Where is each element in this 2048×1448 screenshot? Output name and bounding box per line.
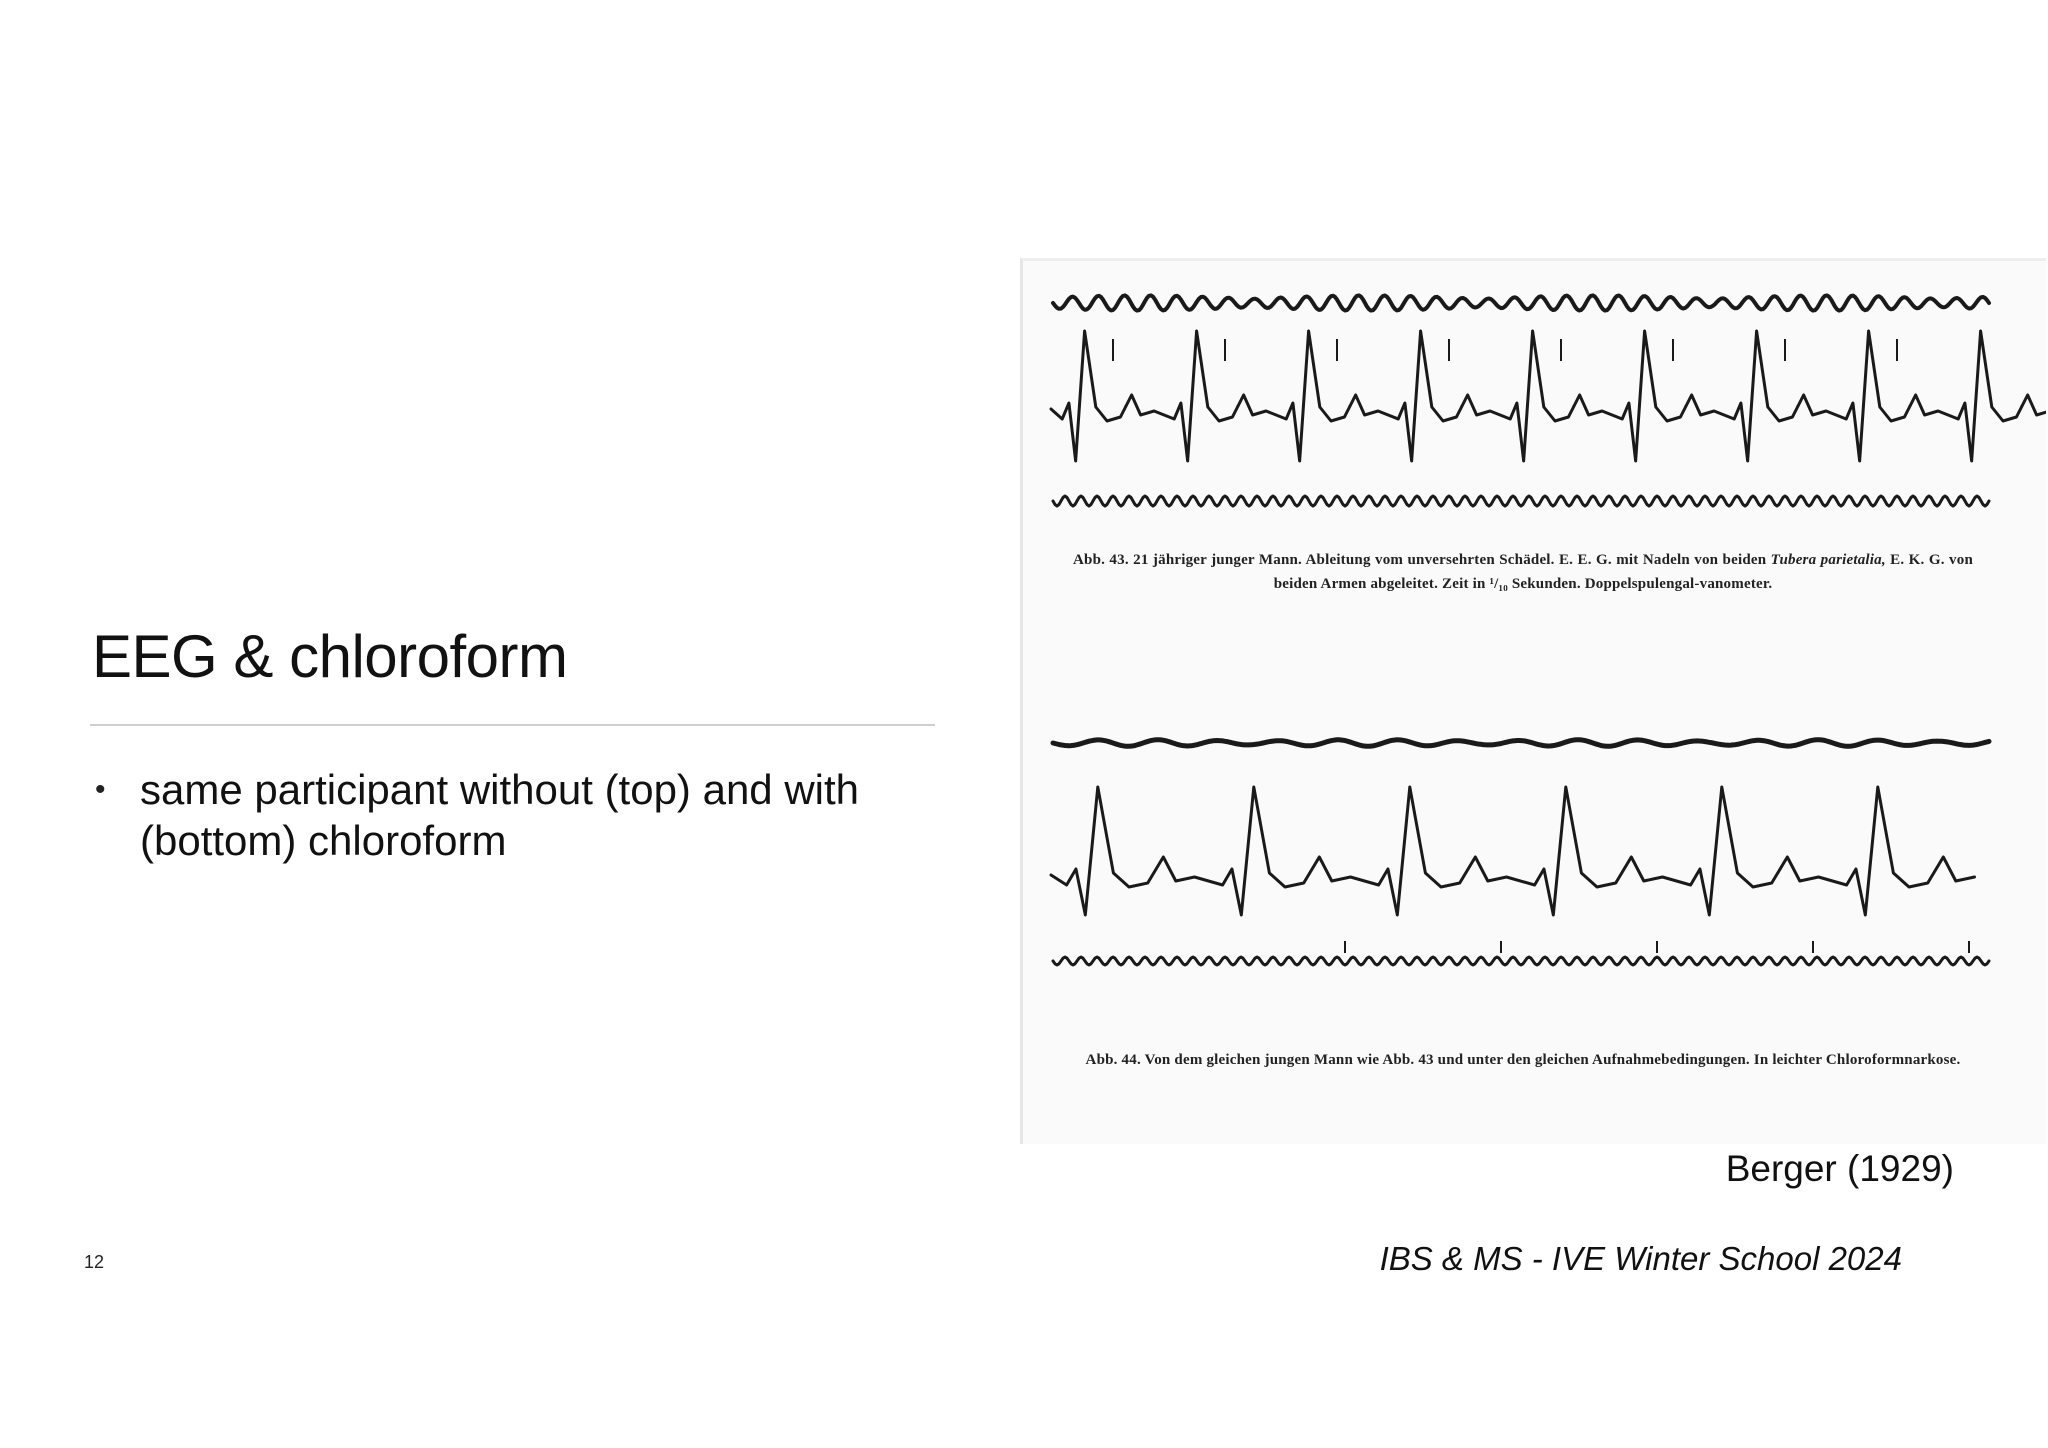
bullet-list [92, 764, 952, 866]
title-divider [90, 724, 935, 726]
figure-caption-43 [1073, 548, 1973, 596]
slide-title: EEG & chloroform [92, 623, 568, 690]
caption-43-italic: Tubera parietalia, [1770, 552, 1886, 568]
bullet-marker: • [95, 773, 106, 806]
eeg-figure-image [1020, 258, 2046, 1144]
eeg-trace-44 [1053, 740, 1989, 747]
eeg-trace-43 [1053, 295, 1989, 310]
footer-text: IBS & MS - IVE Winter School 2024 [1379, 1240, 1902, 1277]
time-trace-44 [1053, 957, 1989, 965]
bullet-text: same participant without (top) and with (bottom) chloroform [140, 766, 860, 864]
ecg-trace-44 [1051, 787, 1975, 915]
time-trace-43 [1053, 496, 1989, 506]
caption-43-line2: E. K. G. von beiden Armen abgeleitet. Zeit in ¹/₁₀ Sekunden. Doppelspulengal-vanometer. [1273, 552, 1973, 592]
caption-43-line1: Abb. 43. 21 jähriger junger Mann. Ableitung vom unversehrten Schädel. E. E. G. mit Nadeln von beiden [1073, 552, 1767, 568]
eeg-traces [1023, 261, 2046, 1144]
figure-credit: Berger (1929) [1725, 1148, 1954, 1189]
figure-caption-44: Abb. 44. Von dem gleichen jungen Mann wie Abb. 43 und unter den gleichen Aufnahmebedingungen. In leichter Chloroformnarkose. [1085, 1052, 1961, 1068]
bullet-item [92, 764, 952, 866]
page-number: 12 [84, 1252, 105, 1272]
